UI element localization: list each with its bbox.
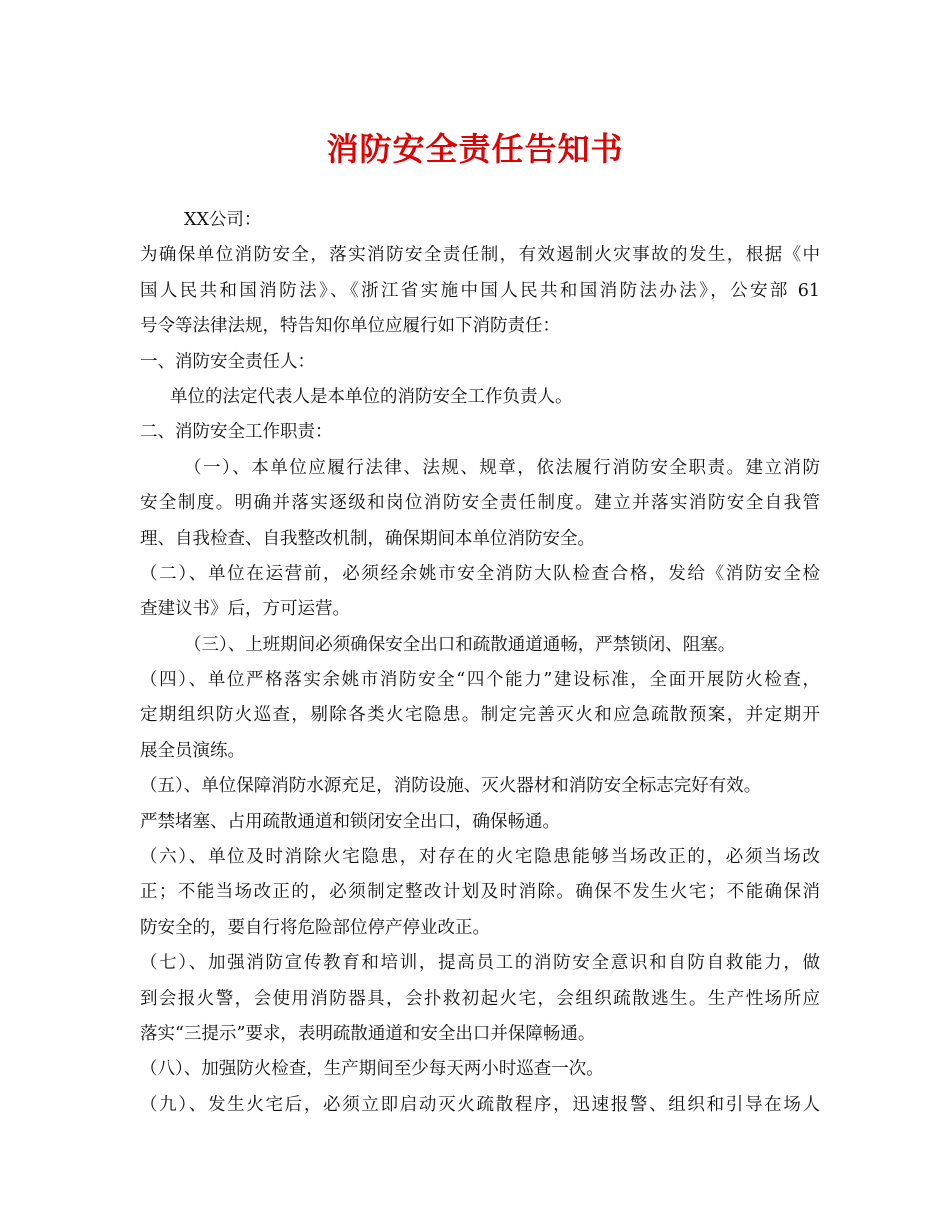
salutation: XX公司： (184, 210, 262, 230)
paragraph-line: （五）、单位保障消防水源充足，消防设施、灭火器材和消防安全标志完好有效。 (140, 776, 762, 797)
paragraph-line: 单位的法定代表人是本单位的消防安全工作负责人。 (170, 386, 573, 407)
paragraph-line: 到会报火警，会使用消防器具，会扑救初起火宅，会组织疏散逃生。生产性场所应 (140, 988, 820, 1009)
paragraph-line: 查建议书》后，方可运营。 (140, 599, 350, 620)
paragraph-line: 严禁堵塞、占用疏散通道和锁闭安全出口，确保畅通。 (140, 811, 560, 832)
paragraph-line: （三）、上班期间必须确保安全出口和疏散通道通畅，严禁锁闭、阻塞。 (184, 634, 736, 655)
paragraph-line: （九）、发生火宅后，必须立即启动灭火疏散程序，迅速报警、组织和引导在场人 (140, 1094, 820, 1115)
paragraph-line: 理、自我检查、自我整改机制，确保期间本单位消防安全。 (140, 528, 595, 549)
paragraph-line: 防安全的，要自行将危险部位停产停业改正。 (140, 917, 490, 938)
paragraph-line: （六）、单位及时消除火宅隐患，对存在的火宅隐患能够当场改正的，必须当场改 (140, 847, 820, 868)
paragraph-line: 展全员演练。 (140, 740, 245, 761)
paragraph-line: （七）、加强消防宣传教育和培训，提高员工的消防安全意识和自防自救能力，做 (140, 953, 820, 974)
section-heading: 二、消防安全工作职责： (140, 422, 333, 443)
page-title: 消防安全责任告知书 (326, 130, 624, 168)
paragraph-line: （八）、加强防火检查，生产期间至少每天两小时巡查一次。 (140, 1059, 604, 1080)
document-body (140, 203, 820, 1123)
section-heading: 一、消防安全责任人： (140, 351, 315, 372)
paragraph-line: 国人民共和国消防法》、《浙江省实施中国人民共和国消防法办法》，公安部 61 (140, 280, 820, 301)
paragraph-line: （二）、单位在运营前，必须经余姚市安全消防大队检查合格，发给《消防安全检 (140, 563, 820, 584)
paragraph-line: 落实“三提示”要求，表明疏散通道和安全出口并保障畅通。 (140, 1023, 596, 1044)
paragraph-line: 号令等法律法规，特告知你单位应履行如下消防责任： (140, 316, 560, 337)
paragraph-line: （四）、单位严格落实余姚市消防安全“四个能力”建设标准，全面开展防火检查， (140, 670, 820, 691)
paragraph-line: 正；不能当场改正的，必须制定整改计划及时消除。确保不发生火宅；不能确保消 (140, 882, 820, 903)
paragraph-line: 定期组织防火巡查，剔除各类火宅隐患。制定完善灭火和应急疏散预案，并定期开 (140, 705, 820, 726)
paragraph-line: （一）、本单位应履行法律、法规、规章，依法履行消防安全职责。建立消防 (184, 457, 820, 478)
paragraph-line: 为确保单位消防安全，落实消防安全责任制，有效遏制火灾事故的发生，根据《中 (140, 245, 820, 266)
paragraph-line: 安全制度。明确并落实逐级和岗位消防安全责任制度。建立并落实消防安全自我管 (140, 493, 820, 514)
